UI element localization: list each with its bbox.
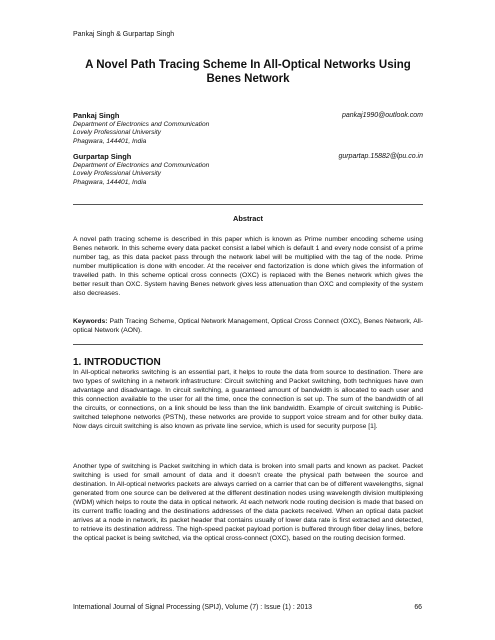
paper-title xyxy=(73,58,423,86)
author-block-1 xyxy=(73,112,423,146)
title-line-1: A Novel Path Tracing Scheme In All-Optical Networks Using xyxy=(85,59,411,71)
intro-paragraph-1: In All-optical networks switching is an essential part, it helps to route the data from source to destination. There are two types of switching in a network infrastructure: Circuit switching and Packet switching, both techniques have own advantage and disadvantage. In circuit switching, a guaranteed amount of bandwidth is allocated to each user and this connection available to the user for all the time, once the connection is set up. The sum of the bandwidth of all the circuits, or connections, on a link should be less than the link bandwidth. Example of circuit switching is Public-switched telephone networks (PSTN), these networks are provide to support voice stream and for other bulky data. Now days circuit switching is also known as private line service, which is used for security purpose [1]. xyxy=(73,369,423,430)
footer-journal: International Journal of Signal Processing (SPIJ), Volume (7) : Issue (1) : 2013 xyxy=(73,604,312,611)
keywords-text: Path Tracing Scheme, Optical Network Management, Optical Cross Connect (OXC), Benes Network, All-optical Network (AON). xyxy=(73,318,423,334)
abstract-text: A novel path tracing scheme is described in this paper which is known as Prime number encoding scheme using Benes network. In this scheme every data packet consist a label which is default 1 and every node consist of a prime number tag, as this data packet pass through the network label will be multiplied with the tag of the node. Prime number multiplication is done with encoder. At the receiver end factorization is done which gives the information of travelled path. In this scheme optical cross connects (OXC) is replaced with the Benes network which gives the better result than OXC. System having Benes network gives less attenuation than OXC and complexity of the system also decreases. xyxy=(73,236,423,297)
author-university: Lovely Professional University xyxy=(73,170,161,178)
title-line-2: Benes Network xyxy=(206,73,290,85)
footer-page-number: 66 xyxy=(414,604,422,611)
intro-paragraph-2: Another type of switching is Packet switching in which data is broken into small parts and known as packet. Packet switching is used for small amount of data and it doesn’t create the physical path between the source and destination. In All-optical networks packets are always carried on a carrier that can be of different wavelengths, signal generated from one source can be delivered at the different destination nodes using wavelength division multiplexing (WDM) which helps to route the data in optical network. At each network node routing decision is made that based on its current traffic loading and the destinations addresses of the data packets received. When an optical data packet arrives at a node in network, its packet header that contains usually of lower data rate is first extracted and detected, to retrieve its destination address. The high-speed packet payload portion is buffered through fiber delay lines, before the optical packet is being switched, via the optical cross-connect (OXC), based on the routing decision formed. xyxy=(73,463,423,542)
author-department: Department of Electronics and Communication xyxy=(73,120,210,128)
author-location: Phagwara, 144401, India xyxy=(73,178,147,186)
keywords xyxy=(73,318,423,336)
author-name: Gurpartap Singh xyxy=(73,152,132,161)
divider-bottom xyxy=(73,344,423,345)
author-department: Department of Electronics and Communication xyxy=(73,161,210,169)
author-email: gurpartap.15882@lpu.co.in xyxy=(338,153,423,160)
section-heading-introduction: 1. INTRODUCTION xyxy=(73,357,161,368)
keywords-label: Keywords: xyxy=(73,318,108,325)
abstract-heading: Abstract xyxy=(233,214,263,223)
author-email: pankaj1990@outlook.com xyxy=(341,112,423,119)
author-name: Pankaj Singh xyxy=(73,111,120,120)
author-block-2 xyxy=(73,153,423,187)
divider-top xyxy=(73,204,423,205)
running-header: Pankaj Singh & Gurpartap Singh xyxy=(73,31,175,38)
author-location: Phagwara, 144401, India xyxy=(73,137,147,145)
author-university: Lovely Professional University xyxy=(73,129,161,137)
